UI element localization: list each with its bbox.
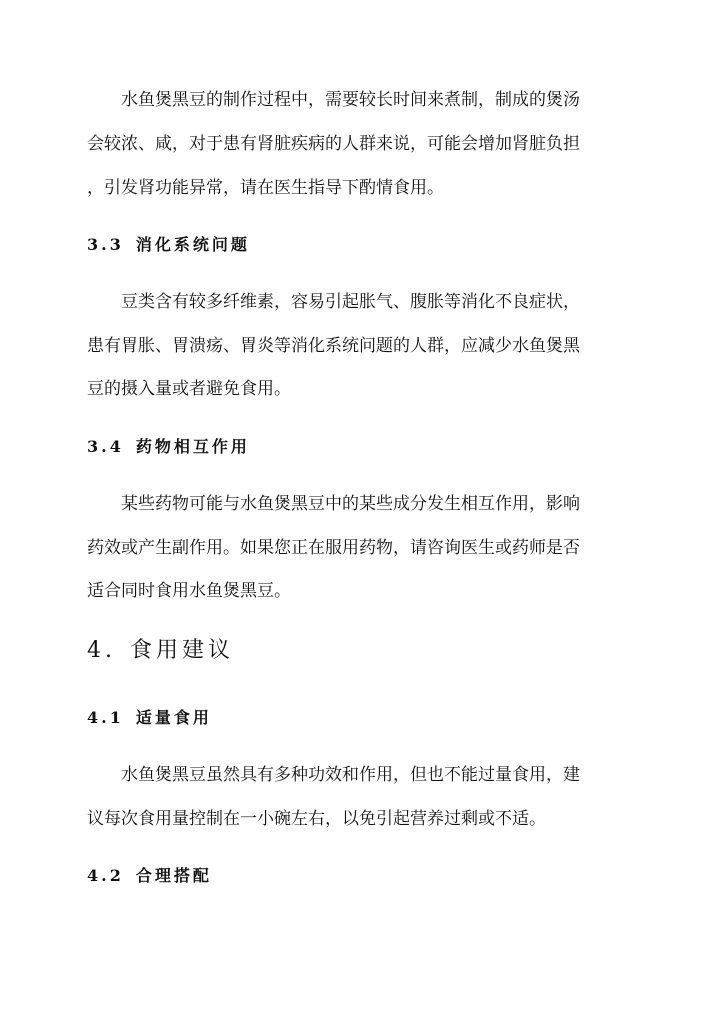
paragraph-line: 会较浓、咸，对于患有肾脏疾病的人群来说，可能会增加肾脏负担 [87,134,580,154]
paragraph-line: 水鱼煲黑豆的制作过程中，需要较长时间来煮制，制成的煲汤 [121,90,580,110]
section-heading-4-2 [87,865,212,887]
section-title: 适量食用 [135,708,212,727]
section-title: 食用建议 [130,638,235,663]
section-heading-3-3 [87,234,250,256]
section-heading-4 [87,637,234,665]
section-heading-3-4 [87,436,250,458]
paragraph-line: ，引发肾功能异常，请在医生指导下酌情食用。 [87,178,444,198]
paragraph-line: 患有胃胀、胃溃疡、胃炎等消化系统问题的人群，应减少水鱼煲黑 [87,336,580,356]
section-title: 药物相互作用 [135,437,250,456]
section-number: 4. [87,638,116,663]
section-number: 3.3 [87,235,124,254]
section-title: 合理搭配 [135,866,212,885]
paragraph-line: 某些药物可能与水鱼煲黑豆中的某些成分发生相互作用，影响 [121,494,580,514]
section-number: 4.2 [87,866,124,885]
paragraph-line: 豆的摄入量或者避免食用。 [87,379,291,399]
paragraph-line: 水鱼煲黑豆虽然具有多种功效和作用，但也不能过量食用，建 [121,765,580,785]
section-number: 3.4 [87,437,124,456]
paragraph-line: 适合同时食用水鱼煲黑豆。 [87,581,291,601]
section-title: 消化系统问题 [135,235,250,254]
paragraph-line: 药效或产生副作用。如果您正在服用药物，请咨询医生或药师是否 [87,538,580,558]
paragraph-line: 豆类含有较多纤维素，容易引起胀气、腹胀等消化不良症状， [121,292,580,312]
section-heading-4-1 [87,707,212,729]
section-number: 4.1 [87,708,124,727]
paragraph-line: 议每次食用量控制在一小碗左右，以免引起营养过剩或不适。 [87,809,546,829]
